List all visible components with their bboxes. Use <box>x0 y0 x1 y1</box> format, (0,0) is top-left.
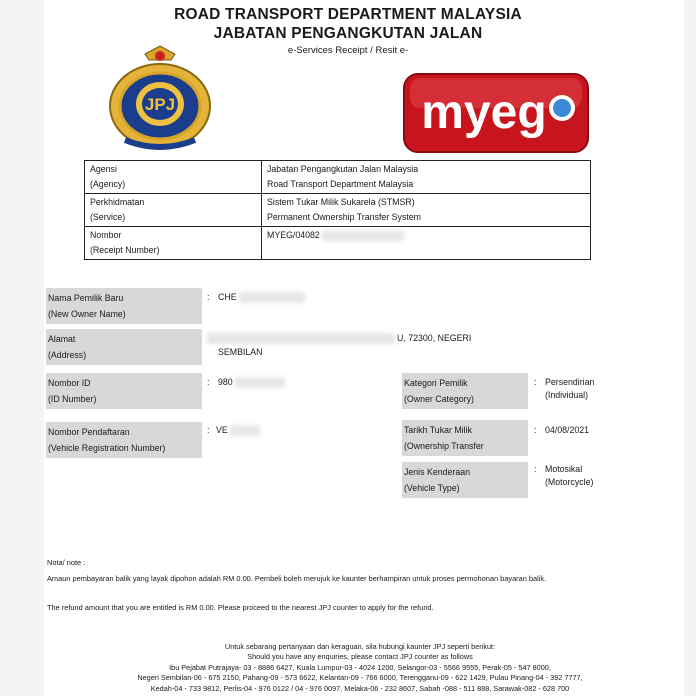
agency-value-en: Road Transport Department Malaysia <box>267 179 414 189</box>
table-row <box>85 161 591 194</box>
owner-name-label-box <box>46 288 202 324</box>
transfer-date-label: Tarikh Tukar Milik <box>404 425 472 435</box>
address-value-wrap <box>207 332 471 345</box>
note-english: The refund amount that you are entitled is RM 0.00. Please proceed to the nearest JPJ counter to apply for the refund. <box>47 603 434 612</box>
transfer-date-label-box <box>402 420 528 456</box>
owner-category-value-en: (Individual) <box>545 390 589 400</box>
id-number-label-box <box>46 373 202 409</box>
redacted-block <box>239 292 305 303</box>
receipt-subtitle: e-Services Receipt / Resit e- <box>287 45 409 56</box>
title-english: ROAD TRANSPORT DEPARTMENT MALAYSIA <box>174 6 522 23</box>
vehicle-type-value: Motosikal <box>545 464 583 474</box>
agency-label: Agensi <box>90 164 117 174</box>
separator: : <box>207 377 210 387</box>
footer-line: Should you have any enquiries, please contact JPJ counter as follows <box>247 652 473 661</box>
vehicle-type-value-en: (Motorcycle) <box>545 477 594 487</box>
address-label-en: (Address) <box>48 350 87 360</box>
footer-line: Untuk sebarang pertanyaan dan keraguan, sila hubungi kaunter JPJ seperti berikut: <box>224 642 496 651</box>
vehicle-type-label: Jenis Kenderaan <box>404 467 471 477</box>
id-number-value-wrap <box>218 376 285 389</box>
footer-line: Negeri Sembilan-06 - 675 2150, Pahang-09 - 573 6622, Kelantan-09 - 766 6000, Terengganu-09 - 622 1429, Pulau Pinang-04 - 392 7777, <box>137 673 583 682</box>
vehicle-type-label-en: (Vehicle Type) <box>404 483 460 493</box>
redacted-block <box>322 230 404 241</box>
service-label-en: (Service) <box>90 212 126 222</box>
table-row <box>85 227 591 260</box>
table-row <box>85 194 591 227</box>
transfer-date-label-en: (Ownership Transfer <box>404 441 484 451</box>
note-malay: Amaun pembayaran balik yang layak dipohon adalah RM 0.00. Pembeli boleh merujuk ke kaunter berhampiran untuk proses permohonan bayaran balik. <box>47 574 547 583</box>
separator: : <box>207 425 210 435</box>
agency-value: Jabatan Pengangkutan Jalan Malaysia <box>267 164 419 174</box>
myeg-logo <box>402 72 590 154</box>
address-value-line1: U, 72300, NEGERI <box>397 333 472 343</box>
redacted-block <box>207 333 395 344</box>
note-title: Nota/ note : <box>47 558 86 567</box>
address-value-line2: SEMBILAN <box>218 347 263 357</box>
reg-number-value-wrap <box>216 424 260 437</box>
separator: : <box>207 292 210 302</box>
service-label: Perkhidmatan <box>90 197 145 207</box>
address-label-box <box>46 329 202 365</box>
id-number-label: Nombor ID <box>48 378 91 388</box>
title-malay: JABATAN PENGANGKUTAN JALAN <box>213 25 483 42</box>
receipt-number-label: Nombor <box>90 230 122 240</box>
reg-number-label-en: (Vehicle Registration Number) <box>48 443 166 453</box>
owner-category-label-box <box>402 373 528 409</box>
separator: : <box>534 377 537 387</box>
owner-name-label-en: (New Owner Name) <box>48 309 126 319</box>
owner-name-value: CHE <box>218 292 237 302</box>
redacted-block <box>230 425 260 436</box>
id-number-value: 980 <box>218 377 233 387</box>
reg-number-value: VE <box>216 425 228 435</box>
transfer-date-value: 04/08/2021 <box>545 425 590 435</box>
separator: : <box>534 464 537 474</box>
address-label: Alamat <box>48 334 76 344</box>
reg-number-label-box <box>46 422 202 458</box>
vehicle-type-label-box <box>402 462 528 498</box>
agency-label-en: (Agency) <box>90 179 126 189</box>
owner-name-value-wrap <box>218 291 305 304</box>
service-value: Sistem Tukar Milik Sukarela (STMSR) <box>267 197 415 207</box>
owner-category-label: Kategori Pemilik <box>404 378 468 388</box>
receipt-number-label-en: (Receipt Number) <box>90 245 160 255</box>
id-number-label-en: (ID Number) <box>48 394 97 404</box>
owner-category-value: Persendirian <box>545 377 595 387</box>
owner-name-label: Nama Pemilik Baru <box>48 293 124 303</box>
footer-line: Ibu Pejabat Putrajaya- 03 - 8886 6427, Kuala Lumpur-03 - 4024 1200, Selangor-03 - 5566 9555, Perak-05 - 547 8000, <box>169 663 551 672</box>
footer-line: Kedah-04 - 733 9812, Perlis-04 - 976 0122 / 04 - 976 0097, Melaka-06 - 232 8607, Sabah -088 - 511 888, Sarawak-082 - 628 700 <box>150 684 570 693</box>
receipt-info-table <box>84 160 591 260</box>
separator: : <box>534 425 537 435</box>
reg-number-label: Nombor Pendaftaran <box>48 427 130 437</box>
redacted-block <box>235 377 285 388</box>
owner-category-label-en: (Owner Category) <box>404 394 474 404</box>
svg-text:JPJ: JPJ <box>144 95 176 114</box>
service-value-en: Permanent Ownership Transfer System <box>267 212 422 222</box>
receipt-number-value: MYEG/04082 <box>267 230 320 240</box>
jpj-logo <box>105 44 215 152</box>
svg-text:myeg: myeg <box>421 86 547 139</box>
